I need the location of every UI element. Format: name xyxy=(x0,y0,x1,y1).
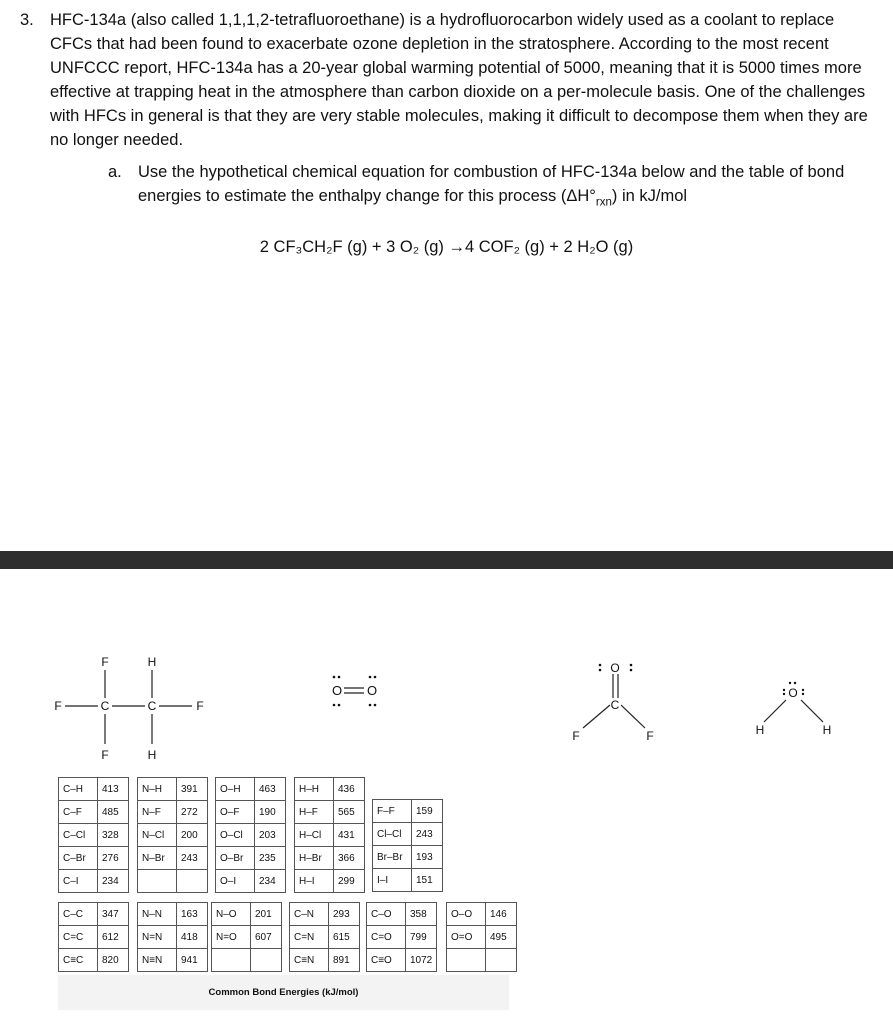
bond-row xyxy=(367,949,437,972)
bond-label: H–Cl xyxy=(295,824,334,847)
atom-f-top: F xyxy=(101,655,109,669)
bond-label: N≡N xyxy=(138,949,177,972)
atom-f-right: F xyxy=(646,729,654,743)
bond-energy-value: 799 xyxy=(406,926,437,949)
atom-h-right: H xyxy=(822,723,832,737)
bond-label: C–I xyxy=(59,870,98,893)
bond-table-oo xyxy=(446,902,517,972)
bond-table-cc xyxy=(58,902,129,972)
bond-label: C=O xyxy=(367,926,406,949)
bond-label: C≡C xyxy=(59,949,98,972)
part-a-letter: a. xyxy=(108,163,122,181)
bond-row xyxy=(138,847,208,870)
bond-label: N–Br xyxy=(138,847,177,870)
atom-o: O xyxy=(788,686,798,700)
bond-label: C–O xyxy=(367,903,406,926)
bond-energy-value: 200 xyxy=(177,824,208,847)
bond-label: Cl–Cl xyxy=(373,823,412,846)
bond-energy-value: 565 xyxy=(334,801,365,824)
bond-label: N=O xyxy=(212,926,251,949)
atom-o: O xyxy=(610,661,620,675)
bond-label: C–N xyxy=(290,903,329,926)
bond-row xyxy=(373,846,443,869)
bond-energy-value: 891 xyxy=(329,949,360,972)
bond-energy-value: 391 xyxy=(177,778,208,801)
bond-row xyxy=(216,801,286,824)
bond-row xyxy=(216,870,286,893)
bond-label: O–Br xyxy=(216,847,255,870)
bond-row xyxy=(295,778,365,801)
caption-box xyxy=(58,975,509,1010)
bond-energy-value: 485 xyxy=(98,801,129,824)
bond-energy-value: 243 xyxy=(177,847,208,870)
bond-row xyxy=(59,801,129,824)
bond-energy-value: 159 xyxy=(412,800,443,823)
bond-label: H–I xyxy=(295,870,334,893)
bond-row xyxy=(138,949,208,972)
atom-o-right: O xyxy=(366,683,378,698)
bond-row xyxy=(138,801,208,824)
bond-energy-value: 436 xyxy=(334,778,365,801)
bond-label: N–H xyxy=(138,778,177,801)
bond-label: N–Cl xyxy=(138,824,177,847)
bond-energy-value: 234 xyxy=(98,870,129,893)
bond-energy-value: 1072 xyxy=(406,949,437,972)
bond-energy-value xyxy=(251,949,282,972)
bond-row xyxy=(290,926,360,949)
bond-energy-value xyxy=(486,949,517,972)
bond-row xyxy=(295,870,365,893)
atom-c1: C xyxy=(100,699,110,713)
bond-label: C–Cl xyxy=(59,824,98,847)
bond-label: H–F xyxy=(295,801,334,824)
bond-energy-value: 190 xyxy=(255,801,286,824)
bond-label: C≡O xyxy=(367,949,406,972)
bond-table-halogen xyxy=(372,799,443,892)
bond-row xyxy=(216,847,286,870)
bond-label: O–F xyxy=(216,801,255,824)
bond-energy-value: 612 xyxy=(98,926,129,949)
bond-table-nn xyxy=(137,902,208,972)
bond-energy-value xyxy=(177,870,208,893)
part-a-text-after: ) in kJ/mol xyxy=(611,187,688,205)
bond-table-nitrogen xyxy=(137,777,208,893)
bond-row xyxy=(216,824,286,847)
bond-energy-value: 615 xyxy=(329,926,360,949)
bond-energy-value: 463 xyxy=(255,778,286,801)
bond-table-no xyxy=(211,902,282,972)
question-number: 3. xyxy=(20,11,34,29)
bond-row xyxy=(138,778,208,801)
atom-f-left: F xyxy=(572,729,580,743)
separator-bar xyxy=(0,551,893,569)
bond-label: F–F xyxy=(373,800,412,823)
bond-row xyxy=(290,949,360,972)
bond-energy-value: 235 xyxy=(255,847,286,870)
bond-label: C=N xyxy=(290,926,329,949)
bond-label: N–O xyxy=(212,903,251,926)
bond-row xyxy=(367,926,437,949)
bond-table-caption: Common Bond Energies (kJ/mol) xyxy=(208,987,359,998)
bond-label: N–N xyxy=(138,903,177,926)
bond-energy-value: 234 xyxy=(255,870,286,893)
part-a-text-before: Use the hypothetical chemical equation for combustion of HFC-134a below and the table of bond energies to estimate the enthalpy change for this process (ΔH° xyxy=(138,163,845,205)
bond-energy-value: 151 xyxy=(412,869,443,892)
bond-label: N–F xyxy=(138,801,177,824)
bond-label: C≡N xyxy=(290,949,329,972)
bond-label: C–F xyxy=(59,801,98,824)
bond-label: I–I xyxy=(373,869,412,892)
bond-row xyxy=(216,778,286,801)
bond-row xyxy=(447,903,517,926)
bond-label: O–H xyxy=(216,778,255,801)
bond-row xyxy=(212,926,282,949)
bond-row xyxy=(367,903,437,926)
bond-energy-value: 193 xyxy=(412,846,443,869)
bond-energy-value: 358 xyxy=(406,903,437,926)
bond-label: H–Br xyxy=(295,847,334,870)
bond-table-co xyxy=(366,902,437,972)
bond-row xyxy=(59,778,129,801)
hfc134a-structure xyxy=(50,640,220,785)
bond-row xyxy=(373,869,443,892)
atom-f-right: F xyxy=(196,699,204,713)
atom-c: C xyxy=(610,698,620,712)
bond-energy-value: 201 xyxy=(251,903,282,926)
bond-row xyxy=(59,847,129,870)
bond-table-oxygen xyxy=(215,777,286,893)
bond-label: O–I xyxy=(216,870,255,893)
bond-row xyxy=(373,800,443,823)
atom-h-left: H xyxy=(755,723,765,737)
bond-energy-value: 413 xyxy=(98,778,129,801)
bond-energy-value: 272 xyxy=(177,801,208,824)
part-a-rxn-subscript: rxn xyxy=(595,196,612,209)
bond-label: O–Cl xyxy=(216,824,255,847)
bond-row xyxy=(212,903,282,926)
bond-label xyxy=(212,949,251,972)
bond-row xyxy=(295,847,365,870)
bond-row xyxy=(447,926,517,949)
atom-o-left: O xyxy=(331,683,343,698)
atom-h-top: H xyxy=(147,655,157,669)
bond-row xyxy=(290,903,360,926)
bond-row xyxy=(59,926,129,949)
question-text: HFC-134a (also called 1,1,1,2-tetrafluoroethane) is a hydrofluorocarbon widely used as a coolant to replace CFCs that had been found to exacerbate ozone depletion in the stratosphere. According to the most recent UNFCCC report, HFC-134a has a 20-year global warming potential of 5000, meaning that it is 5000 times more effective at trapping heat in the atmosphere than carbon dioxide on a per-molecule basis. One of the challenges with HFCs in general is that they are very stable molecules, making it difficult to decompose them when they are no longer needed. xyxy=(50,11,868,149)
cof2-structure xyxy=(560,650,670,743)
bond-label: C–H xyxy=(59,778,98,801)
chemical-equation: 2 CF₃CH₂F (g) + 3 O₂ (g) →4 COF₂ (g) + 2 H₂O (g) xyxy=(259,238,634,256)
part-a-text xyxy=(138,160,863,214)
bond-label: H–H xyxy=(295,778,334,801)
bond-label: O=O xyxy=(447,926,486,949)
h2o-structure xyxy=(750,672,850,757)
bond-row xyxy=(373,823,443,846)
bond-energy-value: 431 xyxy=(334,824,365,847)
bond-row xyxy=(138,870,208,893)
bond-energy-value: 366 xyxy=(334,847,365,870)
bond-energy-value: 820 xyxy=(98,949,129,972)
bond-energy-value: 146 xyxy=(486,903,517,926)
atom-h-bottom: H xyxy=(147,748,157,762)
bond-label xyxy=(138,870,177,893)
bond-energy-value: 347 xyxy=(98,903,129,926)
bond-table-hydrogen xyxy=(294,777,365,893)
o2-structure xyxy=(320,655,390,730)
bond-label: O–O xyxy=(447,903,486,926)
bond-energy-value: 293 xyxy=(329,903,360,926)
bond-energy-value: 941 xyxy=(177,949,208,972)
bond-energy-value: 328 xyxy=(98,824,129,847)
bond-energy-value: 495 xyxy=(486,926,517,949)
bond-row xyxy=(59,824,129,847)
bond-row xyxy=(447,949,517,972)
bond-energy-value: 163 xyxy=(177,903,208,926)
bond-row xyxy=(59,903,129,926)
bond-row xyxy=(212,949,282,972)
bond-row xyxy=(295,824,365,847)
bond-label xyxy=(447,949,486,972)
bond-row xyxy=(295,801,365,824)
atom-f-left: F xyxy=(54,699,62,713)
bond-row xyxy=(138,903,208,926)
bond-label: C–Br xyxy=(59,847,98,870)
bond-energy-value: 243 xyxy=(412,823,443,846)
bond-row xyxy=(138,926,208,949)
bond-table-cn xyxy=(289,902,360,972)
bond-row xyxy=(138,824,208,847)
atom-f-bottom: F xyxy=(101,748,109,762)
bond-energy-value: 276 xyxy=(98,847,129,870)
bond-table-carbon xyxy=(58,777,129,893)
bond-energy-value: 203 xyxy=(255,824,286,847)
bond-row xyxy=(59,949,129,972)
bond-energy-value: 418 xyxy=(177,926,208,949)
bond-energy-value: 607 xyxy=(251,926,282,949)
bond-label: C–C xyxy=(59,903,98,926)
bond-energy-value: 299 xyxy=(334,870,365,893)
bond-label: C=C xyxy=(59,926,98,949)
bond-row xyxy=(59,870,129,893)
bond-label: Br–Br xyxy=(373,846,412,869)
bond-label: N=N xyxy=(138,926,177,949)
atom-c2: C xyxy=(147,699,157,713)
